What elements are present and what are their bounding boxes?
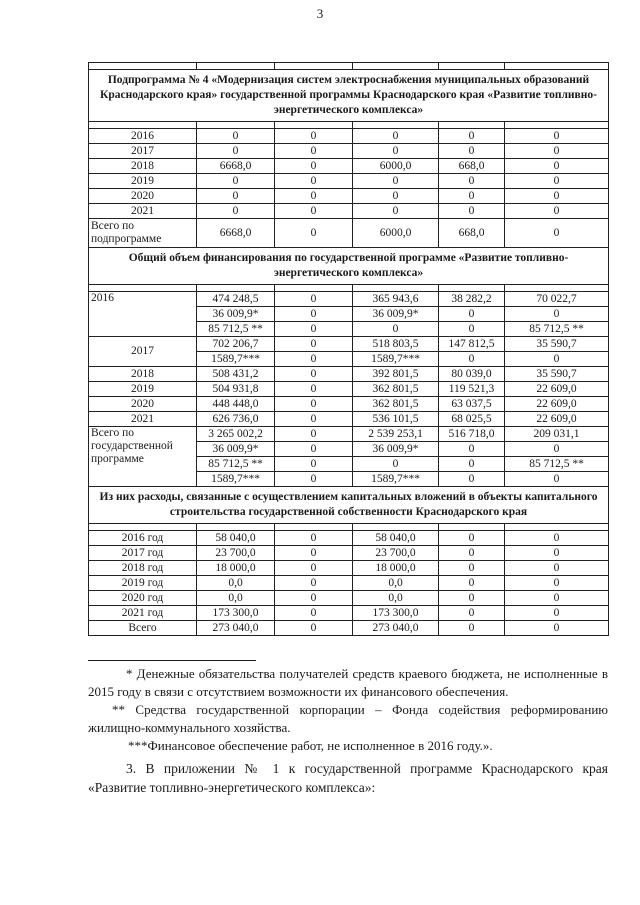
value-cell: 173 300,0	[197, 606, 275, 621]
value-cell: 0	[353, 204, 439, 219]
empty-cell	[439, 122, 505, 129]
empty-cell	[89, 63, 197, 70]
value-cell: 0	[505, 204, 609, 219]
row-label: 2017	[89, 144, 197, 159]
row-label: 2020 год	[89, 591, 197, 606]
value-cell: 0	[353, 144, 439, 159]
row-label: 2020	[89, 397, 197, 412]
subprogram-4-title: Подпрограмма № 4 «Модернизация систем электроснабжения муниципальных образований Краснодарского края» государственной программы Краснодарского края «Развитие топливно-энергетического комплекса»	[89, 70, 609, 122]
value-cell: 448 448,0	[197, 397, 275, 412]
amendment-paragraph-3: 3. В приложении № 1 к государственной программе Краснодарского края «Развитие топливно-энергетического комплекса»:	[88, 761, 608, 795]
value-cell: 1589,7***	[353, 472, 439, 487]
value-cell: 0	[505, 576, 609, 591]
value-cell: 0	[275, 367, 353, 382]
table-row	[89, 189, 609, 204]
value-cell: 0	[197, 129, 275, 144]
value-cell: 0	[275, 322, 353, 337]
value-cell: 0	[275, 174, 353, 189]
empty-cell	[505, 63, 609, 70]
value-cell: 0	[439, 561, 505, 576]
value-cell: 0	[439, 591, 505, 606]
value-cell: 85 712,5 **	[197, 322, 275, 337]
empty-cell	[353, 122, 439, 129]
row-label: Всего	[89, 621, 197, 636]
empty-cell	[275, 524, 353, 531]
value-cell: 147 812,5	[439, 337, 505, 352]
value-cell: 68 025,5	[439, 412, 505, 427]
value-cell: 35 590,7	[505, 367, 609, 382]
empty-cell	[89, 524, 197, 531]
value-cell: 362 801,5	[353, 382, 439, 397]
value-cell: 0	[197, 189, 275, 204]
value-cell: 85 712,5 **	[505, 322, 609, 337]
program-total-row	[89, 427, 609, 442]
value-cell: 80 039,0	[439, 367, 505, 382]
capital-expenses-title: Из них расходы, связанные с осуществлением капитальных вложений в объекты капитального строительства государственной собственности Краснодарского края	[89, 487, 609, 524]
table-row	[89, 367, 609, 382]
empty-cell	[439, 524, 505, 531]
value-cell: 22 609,0	[505, 412, 609, 427]
value-cell: 36 009,9*	[353, 307, 439, 322]
empty-cell	[439, 63, 505, 70]
value-cell: 0	[353, 174, 439, 189]
empty-cell	[197, 63, 275, 70]
empty-cell	[197, 524, 275, 531]
value-cell: 0	[505, 352, 609, 367]
value-cell: 3 265 002,2	[197, 427, 275, 442]
value-cell: 0	[439, 174, 505, 189]
row-label: 2020	[89, 189, 197, 204]
empty-cell	[197, 285, 275, 292]
empty-cell	[89, 122, 197, 129]
value-cell: 0	[353, 457, 439, 472]
table-row	[89, 382, 609, 397]
value-cell: 1589,7***	[197, 352, 275, 367]
value-cell: 0	[275, 352, 353, 367]
row-label: 2019	[89, 174, 197, 189]
value-cell: 0	[275, 561, 353, 576]
empty-cell	[197, 122, 275, 129]
value-cell: 36 009,9*	[197, 307, 275, 322]
value-cell: 0	[275, 621, 353, 636]
financing-table	[88, 62, 609, 636]
value-cell: 173 300,0	[353, 606, 439, 621]
value-cell: 0,0	[197, 576, 275, 591]
value-cell: 668,0	[439, 159, 505, 174]
value-cell: 0	[505, 472, 609, 487]
value-cell: 392 801,5	[353, 367, 439, 382]
value-cell: 18 000,0	[353, 561, 439, 576]
value-cell: 0	[197, 174, 275, 189]
value-cell: 0	[505, 189, 609, 204]
value-cell: 0,0	[353, 576, 439, 591]
value-cell: 0	[353, 189, 439, 204]
empty-cell	[275, 63, 353, 70]
value-cell: 0	[275, 397, 353, 412]
row-label: 2021 год	[89, 606, 197, 621]
value-cell: 58 040,0	[353, 531, 439, 546]
spacer-row	[89, 122, 609, 129]
value-cell: 0	[439, 129, 505, 144]
value-cell: 0	[275, 307, 353, 322]
table-row	[89, 159, 609, 174]
footnote-2: ** Средства государственной корпорации – Фонда содействия реформированию жилищно-коммунального хозяйства.	[88, 702, 608, 735]
value-cell: 0	[439, 144, 505, 159]
value-cell: 0	[275, 606, 353, 621]
empty-cell	[353, 285, 439, 292]
empty-cell	[89, 285, 197, 292]
value-cell: 536 101,5	[353, 412, 439, 427]
value-cell: 0	[439, 457, 505, 472]
value-cell: 0	[439, 204, 505, 219]
value-cell: 0,0	[197, 591, 275, 606]
empty-cell	[275, 285, 353, 292]
row-label: 2016 год	[89, 531, 197, 546]
value-cell: 23 700,0	[353, 546, 439, 561]
row-label: 2017	[89, 337, 197, 367]
value-cell: 0	[505, 129, 609, 144]
table-row	[89, 397, 609, 412]
value-cell: 22 609,0	[505, 382, 609, 397]
table-row	[89, 412, 609, 427]
value-cell: 0	[505, 144, 609, 159]
row-label: 2018	[89, 159, 197, 174]
value-cell: 0	[439, 322, 505, 337]
value-cell: 0	[275, 292, 353, 307]
row-label: Всего по подпрограмме	[89, 219, 197, 248]
value-cell: 35 590,7	[505, 337, 609, 352]
value-cell: 23 700,0	[197, 546, 275, 561]
financing-table-wrapper	[88, 62, 608, 636]
table-row	[89, 546, 609, 561]
footnotes	[88, 660, 608, 797]
value-cell: 0	[275, 204, 353, 219]
table-row	[89, 576, 609, 591]
value-cell: 626 736,0	[197, 412, 275, 427]
value-cell: 0	[275, 457, 353, 472]
value-cell: 508 431,2	[197, 367, 275, 382]
value-cell: 0	[275, 159, 353, 174]
value-cell: 0	[505, 159, 609, 174]
value-cell: 0,0	[353, 591, 439, 606]
table-row	[89, 204, 609, 219]
page-number: 3	[316, 6, 324, 21]
empty-cell	[439, 285, 505, 292]
value-cell: 0	[353, 322, 439, 337]
value-cell: 0	[275, 412, 353, 427]
value-cell: 0	[505, 531, 609, 546]
table-row	[89, 531, 609, 546]
value-cell: 0	[439, 189, 505, 204]
value-cell: 22 609,0	[505, 397, 609, 412]
value-cell: 0	[439, 576, 505, 591]
table-row	[89, 561, 609, 576]
value-cell: 36 009,9*	[197, 442, 275, 457]
value-cell: 6668,0	[197, 159, 275, 174]
value-cell: 58 040,0	[197, 531, 275, 546]
row-label: 2017 год	[89, 546, 197, 561]
empty-cell	[505, 285, 609, 292]
value-cell: 0	[505, 561, 609, 576]
footnote-rule	[88, 660, 256, 661]
value-cell: 0	[275, 576, 353, 591]
value-cell: 0	[505, 442, 609, 457]
value-cell: 18 000,0	[197, 561, 275, 576]
table-row	[89, 144, 609, 159]
value-cell: 0	[439, 472, 505, 487]
value-cell: 38 282,2	[439, 292, 505, 307]
value-cell: 0	[275, 531, 353, 546]
value-cell: 0	[353, 129, 439, 144]
value-cell: 0	[439, 307, 505, 322]
row-label: 2016	[89, 292, 197, 337]
value-cell: 0	[275, 144, 353, 159]
value-cell: 0	[275, 472, 353, 487]
total-volume-title: Общий объем финансирования по государственной программе «Развитие топливно-энергетического комплекса»	[89, 248, 609, 285]
value-cell: 365 943,6	[353, 292, 439, 307]
value-cell: 2 539 253,1	[353, 427, 439, 442]
value-cell: 474 248,5	[197, 292, 275, 307]
value-cell: 0	[439, 531, 505, 546]
value-cell: 0	[275, 337, 353, 352]
empty-cell	[275, 122, 353, 129]
value-cell: 0	[275, 442, 353, 457]
table-row	[89, 292, 609, 307]
footnote-3: ***Финансовое обеспечение работ, не исполненное в 2016 году.».	[128, 738, 493, 753]
value-cell: 0	[505, 621, 609, 636]
value-cell: 0	[439, 546, 505, 561]
value-cell: 0	[275, 129, 353, 144]
value-cell: 6000,0	[353, 219, 439, 248]
row-label: 2021	[89, 204, 197, 219]
value-cell: 0	[505, 591, 609, 606]
value-cell: 1589,7***	[197, 472, 275, 487]
row-label: 2018	[89, 367, 197, 382]
value-cell: 0	[275, 546, 353, 561]
row-label: 2018 год	[89, 561, 197, 576]
value-cell: 0	[439, 621, 505, 636]
value-cell: 209 031,1	[505, 427, 609, 442]
value-cell: 6668,0	[197, 219, 275, 248]
value-cell: 63 037,5	[439, 397, 505, 412]
value-cell: 70 022,7	[505, 292, 609, 307]
value-cell: 0	[505, 307, 609, 322]
value-cell: 0	[505, 606, 609, 621]
table-row	[89, 606, 609, 621]
value-cell: 668,0	[439, 219, 505, 248]
value-cell: 36 009,9*	[353, 442, 439, 457]
table-row	[89, 621, 609, 636]
value-cell: 0	[505, 546, 609, 561]
value-cell: 518 803,5	[353, 337, 439, 352]
row-label: 2019 год	[89, 576, 197, 591]
value-cell: 85 712,5 **	[505, 457, 609, 472]
subprogram-4-title-row	[89, 70, 609, 122]
value-cell: 273 040,0	[197, 621, 275, 636]
empty-cell	[353, 63, 439, 70]
value-cell: 0	[275, 591, 353, 606]
value-cell: 85 712,5 **	[197, 457, 275, 472]
row-label: 2021	[89, 412, 197, 427]
empty-cell	[505, 524, 609, 531]
row-label: Всего по государственной программе	[89, 427, 197, 487]
total-volume-title-row	[89, 248, 609, 285]
value-cell: 504 931,8	[197, 382, 275, 397]
value-cell: 0	[439, 442, 505, 457]
value-cell: 362 801,5	[353, 397, 439, 412]
value-cell: 6000,0	[353, 159, 439, 174]
subprogram-total-row	[89, 219, 609, 248]
spacer-row	[89, 524, 609, 531]
table-row	[89, 591, 609, 606]
value-cell: 0	[439, 352, 505, 367]
value-cell: 0	[197, 204, 275, 219]
value-cell: 0	[275, 427, 353, 442]
value-cell: 0	[275, 189, 353, 204]
row-label: 2016	[89, 129, 197, 144]
value-cell: 0	[275, 219, 353, 248]
value-cell: 0	[505, 174, 609, 189]
value-cell: 516 718,0	[439, 427, 505, 442]
row-label: 2019	[89, 382, 197, 397]
value-cell: 0	[197, 144, 275, 159]
spacer-row	[89, 63, 609, 70]
value-cell: 0	[505, 219, 609, 248]
footnote-1: * Денежные обязательства получателей средств краевого бюджета, не исполненные в 2015 году в связи с отсутствием возможности их финансового обеспечения.	[88, 666, 608, 699]
value-cell: 273 040,0	[353, 621, 439, 636]
table-row	[89, 129, 609, 144]
capital-expenses-title-row	[89, 487, 609, 524]
value-cell: 1589,7***	[353, 352, 439, 367]
value-cell: 0	[439, 606, 505, 621]
value-cell: 0	[275, 382, 353, 397]
empty-cell	[353, 524, 439, 531]
table-row	[89, 174, 609, 189]
table-row	[89, 337, 609, 352]
empty-cell	[505, 122, 609, 129]
value-cell: 119 521,3	[439, 382, 505, 397]
spacer-row	[89, 285, 609, 292]
value-cell: 702 206,7	[197, 337, 275, 352]
